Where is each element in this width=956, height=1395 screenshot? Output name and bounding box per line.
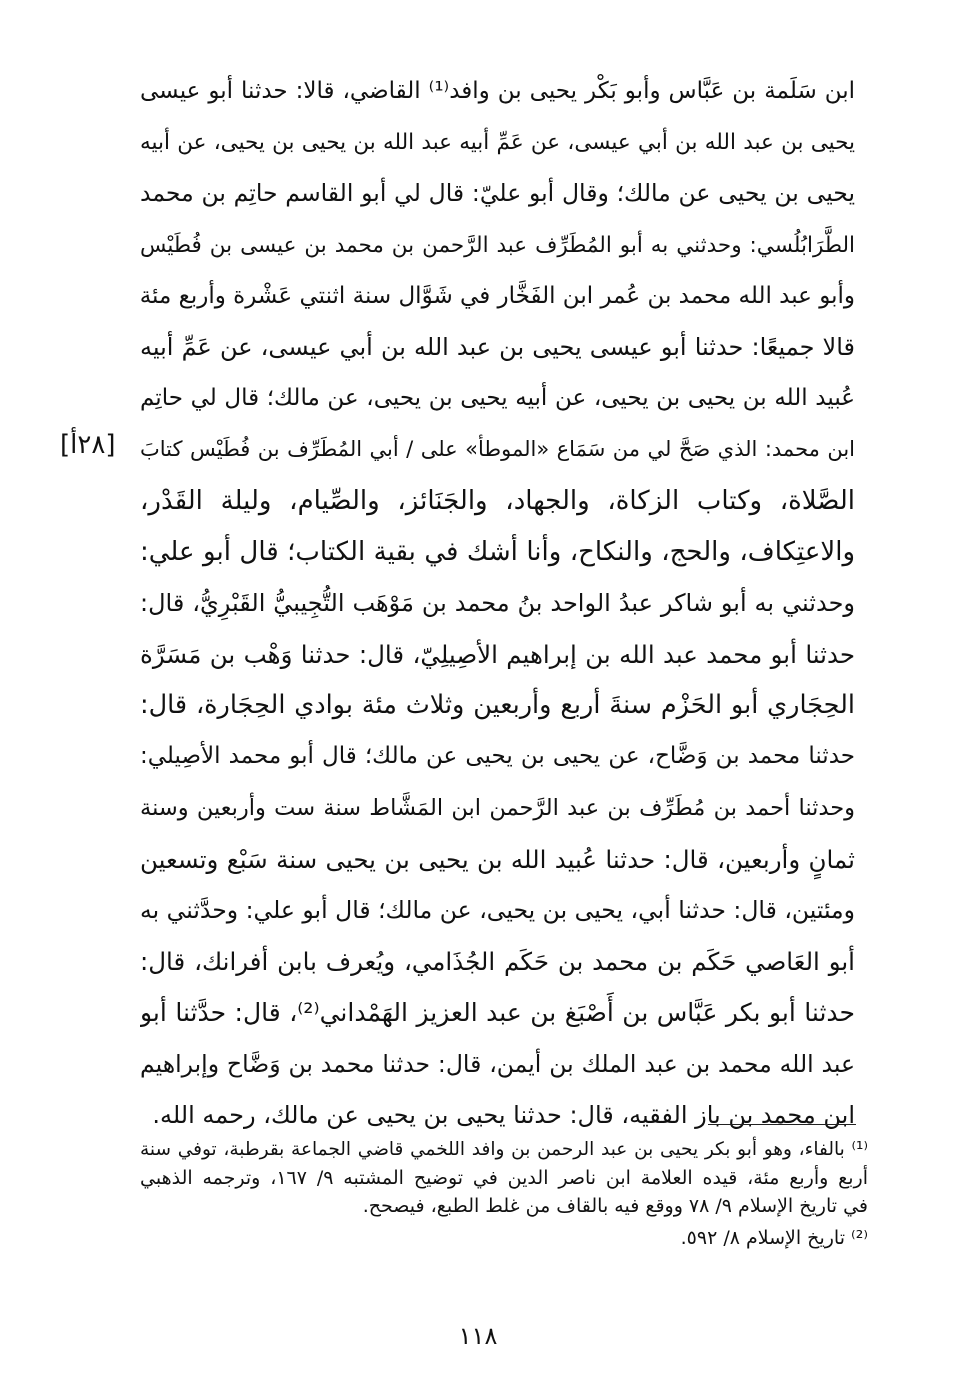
text-line: حدثنا محمد بن وَضَّاح، عن يحيى بن يحيى عن مالك؛ قال أبو محمد الأصِيلي:	[140, 743, 855, 770]
text-line: عبد الله محمد بن عبد الملك بن أيمن، قال: حدثنا محمد بن وَضَّاح وإبراهيم	[140, 1049, 855, 1078]
footnotes-block	[140, 1136, 868, 1252]
footnote-line: أربع وأربع مئة، قيده العلامة ابن ناصر الدين في توضيح المشتبه ٩/ ١٦٧، وترجمه الذهبي	[140, 1167, 868, 1189]
text-line: ابن محمد بن باز الفقيه، قال: حدثنا يحيى بن يحيى عن مالك، رحمه الله.	[152, 1100, 855, 1129]
text-line: حدثنا أبو بكر عَبَّاس بن أَصْبَغ بن عبد العزيز الهَمْداني⁽²⁾، قال: حدَّثنا أبو	[140, 998, 855, 1028]
footnote-line: ⁽²⁾ تاريخ الإسلام ٨/ ٥٩٢.	[680, 1227, 868, 1249]
text-line: يحيى بن عبد الله بن أبي عيسى، عن عَمِّ أبيه عبد الله بن يحيى بن يحيى، عن أبيه	[140, 130, 855, 156]
text-line: وأبو عبد الله محمد بن عُمر ابن الفَخَّار في شَوَّال سنة اثنتي عَشْرة وأربع مئة	[140, 282, 855, 309]
text-line: عُبيد الله بن يحيى بن يحيى، عن أبيه يحيى بن يحيى، عن مالك؛ قال لي حاتِم	[140, 385, 855, 412]
footnote-line: ⁽¹⁾ بالفاء، وهو أبو بكر يحيى بن عبد الرحمن بن وافد اللخمي قاضي الجماعة بقرطبة، توفي سنة	[140, 1139, 868, 1160]
text-line: ومئتين، قال: حدثنا أبي، يحيى بن يحيى، عن مالك؛ قال أبو علي: وحدَّثني به	[140, 896, 855, 924]
text-line: حدثنا أبو محمد عبد الله بن إبراهيم الأصِيلِيّ، قال: حدثنا وَهْب بن مَسَرَّة	[140, 640, 855, 670]
footnote-line: في تاريخ الإسلام ٩/ ٧٨ ووقع فيه بالقاف من غلط الطبع، فيصحح.	[362, 1195, 868, 1217]
text-line: وحدثنا أحمد بن مُطَرِّف بن عبد الرَّحمن ابن المَشَّاط سنة ست وأربعين وسنة	[140, 794, 855, 821]
text-line: يحيى بن يحيى عن مالك؛ وقال أبو عليّ: قال لي أبو القاسم حاتِم بن محمد	[140, 179, 855, 208]
text-line: أبو العَاصي حَكَم بن محمد بن حَكَم الجُذَامي، ويُعرف بابن أفرانك، قال:	[140, 947, 855, 977]
footnote-separator	[708, 1124, 856, 1125]
text-line: ثمانٍ وأربعين، قال: حدثنا عُبيد الله بن يحيى بن يحيى سنة سَبْع وتسعين	[140, 844, 855, 874]
text-line: ابن سَلَمة بن عَبَّاس وأبو بَكْر يحيى بن وافد⁽¹⁾ القاضي، قالا: حدثنا أبو عيسى	[140, 78, 855, 104]
text-line: ابن محمد: الذي صَحَّ لي من سَمَاع «الموطأ» على / أبي المُطَرِّف بن فُطَيْس كتابَ	[140, 437, 855, 462]
page-number: ١١٨	[458, 1322, 498, 1350]
text-line: قالا جميعًا: حدثنا أبو عيسى يحيى بن عبد الله بن أبي عيسى، عن عَمِّ أبيه	[140, 332, 855, 361]
text-line: وحدثني به أبو شاكر عبدُ الواحد بنُ محمد بن مَوْهَب التُّجِيبيُّ القَبْرِيُّ، قال:	[140, 588, 855, 617]
folio-margin-note: [٢٨أ]	[60, 430, 116, 460]
text-line: الصَّلاة، وكتاب الزكاة، والجهاد، والجَنَائز، والصِّيام، وليلة القَدْر،	[140, 485, 855, 516]
text-line: الحِجَاري أبو الحَزْم سنةَ أربع وأربعين وثلاث مئة بوادي الحِجَارة، قال:	[140, 690, 855, 721]
text-line: الطَّرَابُلُسي: وحدثني به أبو المُطَرِّف عبد الرَّحمن بن محمد بن عيسى بن فُطَيْس	[140, 232, 855, 258]
main-text-block	[140, 66, 855, 1141]
text-line: والاعتِكاف، والحج، والنكاح، وأنا أشك في بقية الكتاب؛ قال أبو علي:	[140, 536, 855, 567]
